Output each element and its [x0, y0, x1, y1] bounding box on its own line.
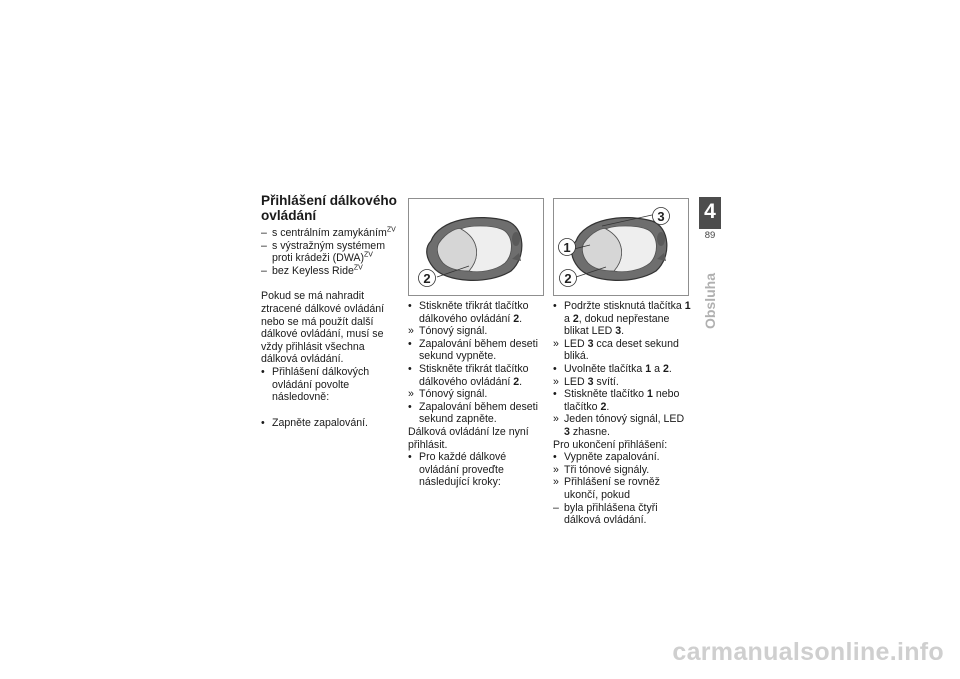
note-text: Dálková ovládání lze nyní přihlásit. [408, 425, 529, 451]
step-item: • Zapalování během deseti sekund vypněte. [408, 337, 538, 363]
step-item: » Tři tónové signály. [553, 463, 650, 476]
step-item: • Uvolněte tlačítka 1 a 2. [553, 362, 672, 375]
callout-label: 2 [423, 271, 431, 286]
step-item: » LED 3 svítí. [553, 375, 619, 388]
step-list [408, 300, 546, 426]
instruction-bullet: • Zapněte zapalování. [261, 416, 369, 429]
step-item: • Stiskněte tlačítko 1 nebo tlačítko 2. [553, 388, 680, 413]
callout-label: 1 [563, 240, 571, 255]
column-2 [408, 194, 546, 489]
chapter-number: 4 [699, 197, 721, 229]
watermark: carmanualsonline.info [672, 638, 944, 666]
key-fob-figure-1 [408, 198, 544, 296]
key-fob-figure-2 [553, 198, 689, 296]
instruction-bullet: • Přihlášení dálkových ovládání povolte následovně: [261, 365, 370, 404]
column-1 [261, 194, 401, 429]
section-title: Přihlášení dálkového ovládání [261, 193, 397, 223]
section-name: Obsluha [702, 273, 718, 330]
step-list [553, 300, 691, 439]
end-heading: Pro ukončení přihlášení: [553, 438, 668, 451]
step-item: • Zapalování během deseti sekund zapněte. [408, 400, 538, 426]
step-item: • Vypněte zapalování. [553, 451, 660, 464]
step-item: • Pro každé dálkové ovládání proveďte následující kroky: [408, 451, 507, 489]
chapter-tab [699, 197, 721, 328]
step-item: » Tónový signál. [408, 388, 488, 401]
step-item: • Stiskněte třikrát tlačítko dálkového ovládání 2. [408, 300, 529, 325]
column-3 [553, 194, 691, 527]
step-item: » Jeden tónový signál, LED 3 zhasne. [553, 413, 685, 438]
step-item: • Podržte stisknutá tlačítka 1 a 2, dokud nepřestane blikat LED 3. [553, 300, 691, 338]
end-step-list [553, 451, 691, 527]
callout-label: 3 [657, 209, 665, 224]
page-number: 89 [704, 230, 716, 241]
step-item: » LED 3 cca deset sekund bliká. [553, 337, 679, 363]
intro-paragraph: Pokud se má nahradit ztracené dálkové ovládání nebo se má použít další dálkové ovládání, musí se vždy přihlásit všechna dálková ovládání. [261, 290, 385, 366]
condition-item: – s centrálním zamykáním$^{ZV}$ [261, 226, 396, 239]
step-item: – byla přihlášena čtyři dálková ovládání. [553, 501, 658, 527]
key-fob-image [427, 218, 522, 281]
step-item: • Stiskněte třikrát tlačítko dálkového ovládání 2. [408, 362, 529, 388]
key-fob-image [572, 218, 667, 281]
step-item: » Přihlášení se rovněž ukončí, pokud [553, 476, 660, 501]
condition-list [261, 227, 401, 277]
condition-item: – s výstražným systémem proti krádeži (DWA)$^{ZV}$ [261, 239, 386, 265]
callout-label: 2 [564, 271, 572, 286]
condition-item: – bez Keyless Ride$^{ZV}$ [261, 264, 363, 277]
step-item: » Tónový signál. [408, 325, 488, 338]
